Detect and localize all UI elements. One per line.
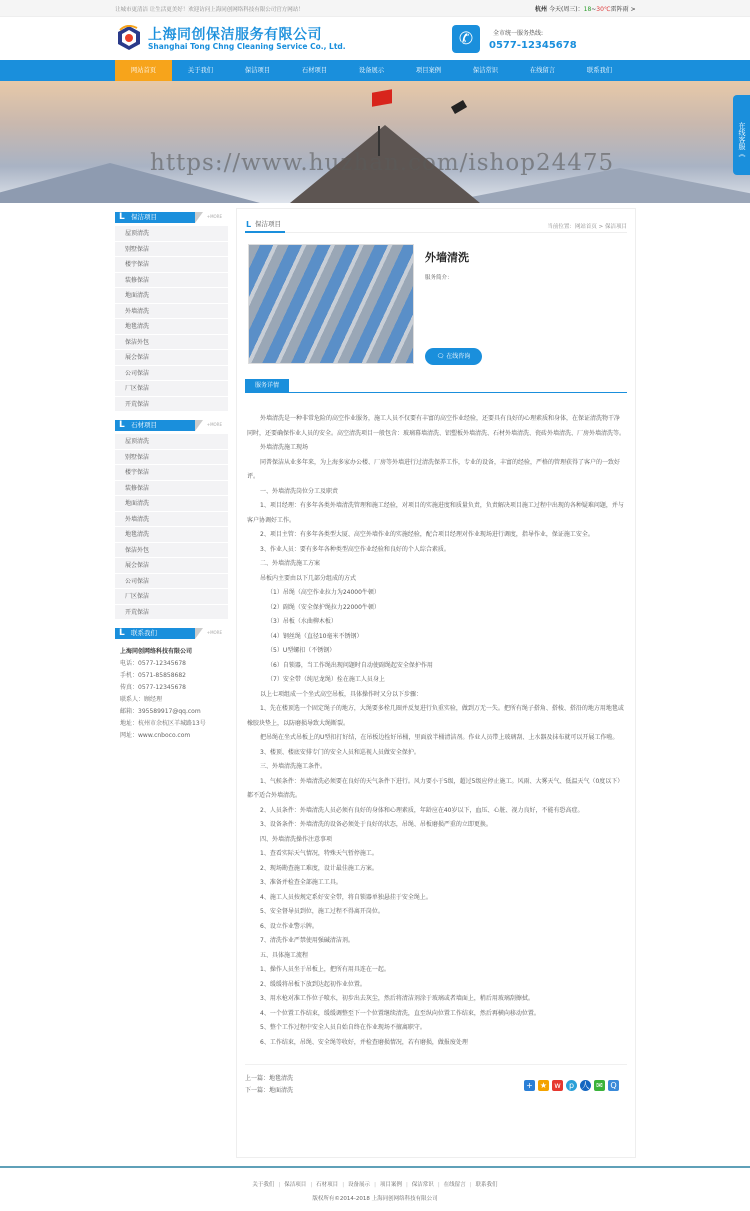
sidebar-item[interactable]: 外墙清洗: [115, 512, 228, 528]
article-paragraph: 以上七项组成一个坐式高空吊板，具体操作时又分以下步骤：: [260, 690, 423, 698]
temp-low: 18: [583, 6, 592, 13]
weather-desc: 雷阵雨 >: [610, 6, 636, 13]
breadcrumb: 当前位置：网站首页 > 保洁项目: [547, 224, 627, 230]
hero-banner: [0, 81, 750, 203]
watermark: https://www.huzhan.com/ishop24475: [150, 150, 615, 176]
article-paragraph: 4、一个位置工作结束，缓缓调整至下一个位置继续清洗，直至纵向位置工作结束，然后再横向移动位置。: [260, 1009, 540, 1017]
sidebar-contact: [115, 628, 228, 742]
article-paragraph: 3、作业人员：要有多年各种类型高空作业经验和良好的个人综合素质。: [260, 545, 450, 553]
article-paragraph: 2、项目主管：有多年各类型大厦、高空外墙作业的实施经验，配合项目经理对作业现场进行调度，指导作业，保证施工安全。: [260, 531, 594, 538]
separator: |: [469, 1182, 472, 1188]
prev-article-link[interactable]: 上一篇：地毯清洗: [245, 1075, 294, 1082]
sidebar-item[interactable]: 外墙清洗: [115, 304, 228, 320]
article-paragraph: 3、用水枪对准工作位子喷水，初步出去灰尘，然后将清洁剂涂于玻璃或者墙面上，稍后用玻璃刮擦拭。: [260, 995, 534, 1002]
nav-stone[interactable]: 石材项目: [301, 67, 328, 74]
sidebar-title: L 保洁项目: [115, 212, 195, 223]
article-paragraph: 5、整个工作过程中安全人员自始自终在作业现场不擅离职守。: [260, 1024, 426, 1031]
service-intro-label: 服务简介：: [425, 275, 453, 281]
article-paragraph: 五、具体施工流程: [260, 951, 309, 959]
more-link[interactable]: +MORE: [206, 214, 222, 219]
sidebar-title: L 联系我们: [115, 628, 195, 639]
separator: |: [342, 1182, 345, 1188]
nav-cleaning[interactable]: 保洁项目: [244, 67, 271, 74]
share-weibo-icon[interactable]: w: [552, 1080, 563, 1091]
article-paragraph: 2、缓缓将吊板下放到达起初作业位置。: [260, 980, 366, 988]
article-paragraph: 1、查看实际天气情况，特殊天气暂停施工。: [260, 850, 378, 857]
share-qq-icon[interactable]: Q: [608, 1080, 619, 1091]
sidebar-item[interactable]: 开荒保洁: [115, 397, 228, 413]
nav-about[interactable]: 关于我们: [187, 67, 214, 74]
contact-line: 联系人：顾经理: [120, 696, 163, 703]
contact-line: 电话：0577-12345678: [120, 660, 186, 667]
footer-link[interactable]: 保洁项目: [284, 1182, 307, 1188]
sidebar-item[interactable]: 屋顶清洗: [115, 434, 228, 450]
article-paragraph: 把吊绳在坐式吊板上的U型扣打好结，在吊板边拴好吊桶，里面放半桶清洁剂。作业人员带上玻璃刮、上水器及抹布就可以开展工作啦。: [260, 734, 619, 741]
separator: |: [374, 1182, 376, 1188]
company-name-cn: 上海同创保洁服务有限公司: [148, 27, 322, 43]
hotline-label: 全市统一服务热线:: [493, 30, 544, 37]
article-paragraph: 外墙清洗是一种非常危险的高空作业服务，施工人员不仅要有丰富的高空作业经验，还要具有良好的心理素质和身体，在保证清洗物干净同时，还要确保作业人员的安全。高空清洗项目一般包含：玻璃幕墙清洗、铝塑板外墙清洗、石材外墙清洗、瓷砖外墙清洗、厂房外墙清洗等。: [247, 415, 626, 437]
weather-widget[interactable]: [535, 4, 636, 13]
article-nav-row: [245, 1064, 627, 1100]
more-link[interactable]: +MORE: [206, 630, 222, 635]
temp-high: 30℃: [596, 6, 611, 13]
sidebar-item[interactable]: 装修保洁: [115, 273, 228, 289]
contact-line: 手机：0571-85858682: [120, 672, 186, 679]
separator: |: [437, 1182, 440, 1188]
product-image: [248, 244, 414, 364]
nav-knowledge[interactable]: 保洁常识: [472, 67, 499, 74]
sidebar-item[interactable]: 地毯清洗: [115, 527, 228, 543]
sidebar-item[interactable]: 厂区保洁: [115, 381, 228, 397]
company-name-en: Shanghai Tong Chng Cleaning Service Co., Ltd.: [148, 42, 346, 51]
sidebar-item[interactable]: 别墅保洁: [115, 242, 228, 258]
top-bar: [0, 0, 750, 17]
article-paragraph: 4、施工人员按规定系好安全带，将自锁器单独悬挂于安全绳上。: [260, 893, 432, 901]
article-paragraph: 7、清洗作业严禁使用强碱清洁剂。: [260, 937, 354, 944]
contact-line: 传真：0577-12345678: [120, 684, 186, 691]
article-paragraph: 四、外墙清洗操作注意事项: [260, 835, 333, 843]
sidebar-item[interactable]: 保洁外包: [115, 335, 228, 351]
sidebar-item[interactable]: 保洁外包: [115, 543, 228, 559]
contact-line: 邮箱：395589917@qq.com: [120, 708, 201, 715]
article-paragraph: 1、操作人员坐于吊板上，把所有用具连在一起。: [260, 966, 390, 973]
share-renren-icon[interactable]: 人: [581, 1081, 590, 1090]
footer-link[interactable]: 联系我们: [475, 1182, 498, 1188]
footer-divider: [0, 1166, 750, 1168]
next-article-link[interactable]: 下一篇：地面清洗: [245, 1087, 294, 1094]
more-link[interactable]: +MORE: [206, 422, 222, 427]
article-paragraph: 1、项目经理：有多年各类外墙清洗管理和施工经验，对项目的实施进度和质量负责，负责解决项目施工过程中出现的各种疑难问题，并与客户协调好工作。: [247, 502, 624, 524]
sidebar-item[interactable]: 别墅保洁: [115, 450, 228, 466]
share-favorite-icon[interactable]: ★: [539, 1081, 548, 1090]
nav-equipment[interactable]: 设备展示: [358, 67, 385, 74]
article-paragraph: 三、外墙清洗施工条件。: [260, 763, 327, 770]
product-title: 外墙清洗: [425, 251, 469, 264]
sidebar-item[interactable]: 展会保洁: [115, 558, 228, 574]
sidebar-item[interactable]: 地面清洗: [115, 288, 228, 304]
online-service-tab[interactable]: 在线客服《: [733, 95, 750, 175]
sidebar-title: L 石材项目: [115, 420, 195, 431]
article-paragraph: 一、外墙清洗岗位分工及职责: [260, 487, 339, 495]
weather-day: 今天(周三)：: [548, 6, 584, 13]
footer-link[interactable]: 石材项目: [316, 1182, 339, 1188]
copyright: 版权所有©2014-2018 上海同创网络科技有限公司: [312, 1196, 438, 1202]
nav-contact[interactable]: 联系我们: [586, 67, 613, 74]
online-consult-button[interactable]: [425, 348, 482, 365]
article-paragraph: （6）自锁器，当工作绳出现问题时自动使副绳起安全保护作用: [267, 661, 433, 669]
separator: |: [310, 1182, 313, 1188]
contact-company: 上海同创网络科技有限公司: [120, 648, 193, 655]
article-paragraph: 3、楼顶、楼底安排专门的安全人员和巡视人员做安全保护。: [260, 748, 420, 756]
weather-city: 杭州: [535, 6, 548, 13]
share-pinterest-icon[interactable]: p: [566, 1080, 577, 1091]
sidebar-item[interactable]: 展会保洁: [115, 350, 228, 366]
main-content: [236, 208, 636, 1158]
sidebar-item[interactable]: 公司保洁: [115, 574, 228, 590]
temp-sep: ~: [591, 6, 597, 13]
contact-line: 网址：www.cnboco.com: [120, 732, 191, 739]
article-paragraph: 5、安全督导员到位，施工过程不得离开岗位。: [260, 908, 384, 915]
footer-link[interactable]: 项目案例: [379, 1182, 402, 1188]
consult-label: 在线咨询: [446, 353, 471, 360]
sidebar-stone: [115, 420, 228, 620]
sidebar-item[interactable]: 地毯清洗: [115, 319, 228, 335]
hotline-number: 0577-12345678: [489, 40, 577, 51]
share-more-icon[interactable]: +: [524, 1080, 535, 1091]
nav-cases[interactable]: 项目案例: [415, 67, 442, 74]
article-paragraph: （3）吊板（水曲柳木板）: [267, 618, 337, 625]
red-flag-icon: [372, 89, 392, 107]
nav-home[interactable]: 网站首页: [115, 60, 172, 81]
sidebar-item[interactable]: 公司保洁: [115, 366, 228, 382]
sidebar-cleaning: [115, 212, 228, 412]
article-paragraph: 2、现场勘查施工难度，设计最佳施工方案。: [260, 864, 378, 872]
article-paragraph: 二、外墙清洗施工方案: [260, 560, 321, 567]
article-paragraph: 1、气候条件：外墙清洗必须要在良好的天气条件下进行。风力要小于5级，超过5级应停止施工。风雨、大雾天气、低温天气（0度以下）都不适合外墙清洗。: [247, 777, 624, 799]
sidebar-item[interactable]: 楼宇保洁: [115, 465, 228, 481]
contact-line: 地址：杭州市余杭区羊城路13号: [120, 720, 206, 727]
footer-link[interactable]: 保洁常识: [411, 1182, 434, 1188]
article-paragraph: 2、人员条件：外墙清洗人员必须有良好的身体和心理素质，年龄应在40岁以下，血压、心脏、视力良好，不能有恐高症。: [260, 806, 584, 814]
footer-link[interactable]: 设备展示: [348, 1182, 371, 1188]
separator: |: [278, 1182, 281, 1188]
article-paragraph: （7）安全带（纯尼龙绳）拴在施工人员身上: [267, 676, 385, 683]
article-paragraph: 吊板内主要由以下几部分组成的方式: [260, 574, 357, 582]
tab-service-detail[interactable]: 服务详情: [245, 379, 289, 393]
main-nav: [0, 60, 750, 81]
article-paragraph: 3、设备条件：外墙清洗的设备必须处于良好的状态，吊绳、吊板磨损严重的立即更换。: [260, 821, 492, 828]
sidebar-item[interactable]: 厂区保洁: [115, 589, 228, 605]
footer-link[interactable]: 关于我们: [252, 1182, 275, 1188]
nav-message[interactable]: 在线留言: [529, 67, 556, 74]
article-body: [245, 412, 625, 1050]
footer-links: [0, 1180, 750, 1188]
article-paragraph: （2）副绳（安全保护绳拉力22000牛顿）: [267, 603, 380, 611]
article-paragraph: （4）钢丝绳（直径10毫米不锈钢）: [267, 632, 363, 640]
sidebar-item[interactable]: 装修保洁: [115, 481, 228, 497]
header: [0, 17, 750, 60]
footer-link[interactable]: 在线留言: [443, 1182, 466, 1188]
section-title: L 保洁项目: [245, 219, 285, 233]
company-logo-icon[interactable]: [117, 25, 141, 51]
article-paragraph: （5）U型螺扣（不锈钢）: [267, 647, 336, 654]
chat-icon: 🗨: [436, 353, 447, 360]
climber-figure: [451, 100, 467, 114]
article-paragraph: 3、准备并检查全部施工工具。: [260, 879, 342, 886]
sidebar-item[interactable]: 地面清洗: [115, 496, 228, 512]
phone-icon: ✆: [452, 25, 480, 53]
article-paragraph: 外墙清洗施工现场: [260, 444, 309, 451]
sidebar-item[interactable]: 开荒保洁: [115, 605, 228, 621]
sidebar-item[interactable]: 屋顶清洗: [115, 226, 228, 242]
sidebar-item[interactable]: 楼宇保洁: [115, 257, 228, 273]
article-paragraph: 6、工作结束，吊绳、安全绳等收好，并检查磨损情况，若有磨损，做报废处理: [260, 1038, 468, 1046]
article-paragraph: （1）吊绳（高空作业拉力为24000牛顿）: [267, 589, 380, 596]
detail-tab: [245, 379, 627, 393]
share-bar: [524, 1080, 619, 1091]
article-paragraph: 同普保洁从业多年来，为上海多家办公楼、厂房等外墙进行过清洗保养工作，专业的设备，丰富的经验，严格的管理获得了客户的一致好评。: [247, 458, 621, 480]
welcome-text: 让城市更清洁 让生活更美好！欢迎访问上海同创网络科技有限公司官方网站！: [115, 7, 304, 13]
share-wechat-icon[interactable]: ✉: [594, 1080, 605, 1091]
separator: |: [405, 1182, 408, 1188]
article-paragraph: 1、先在楼顶选一个固定绳子的地方，大绳要多栓几圈并反复进行负重实验，做到万无一失。把所有绳子搭角、搭棱、搭沿的地方用地毯或橡胶块垫上，以防磨损导致大绳断裂。: [247, 705, 624, 727]
article-paragraph: 6、设立作业警示牌。: [260, 922, 318, 930]
